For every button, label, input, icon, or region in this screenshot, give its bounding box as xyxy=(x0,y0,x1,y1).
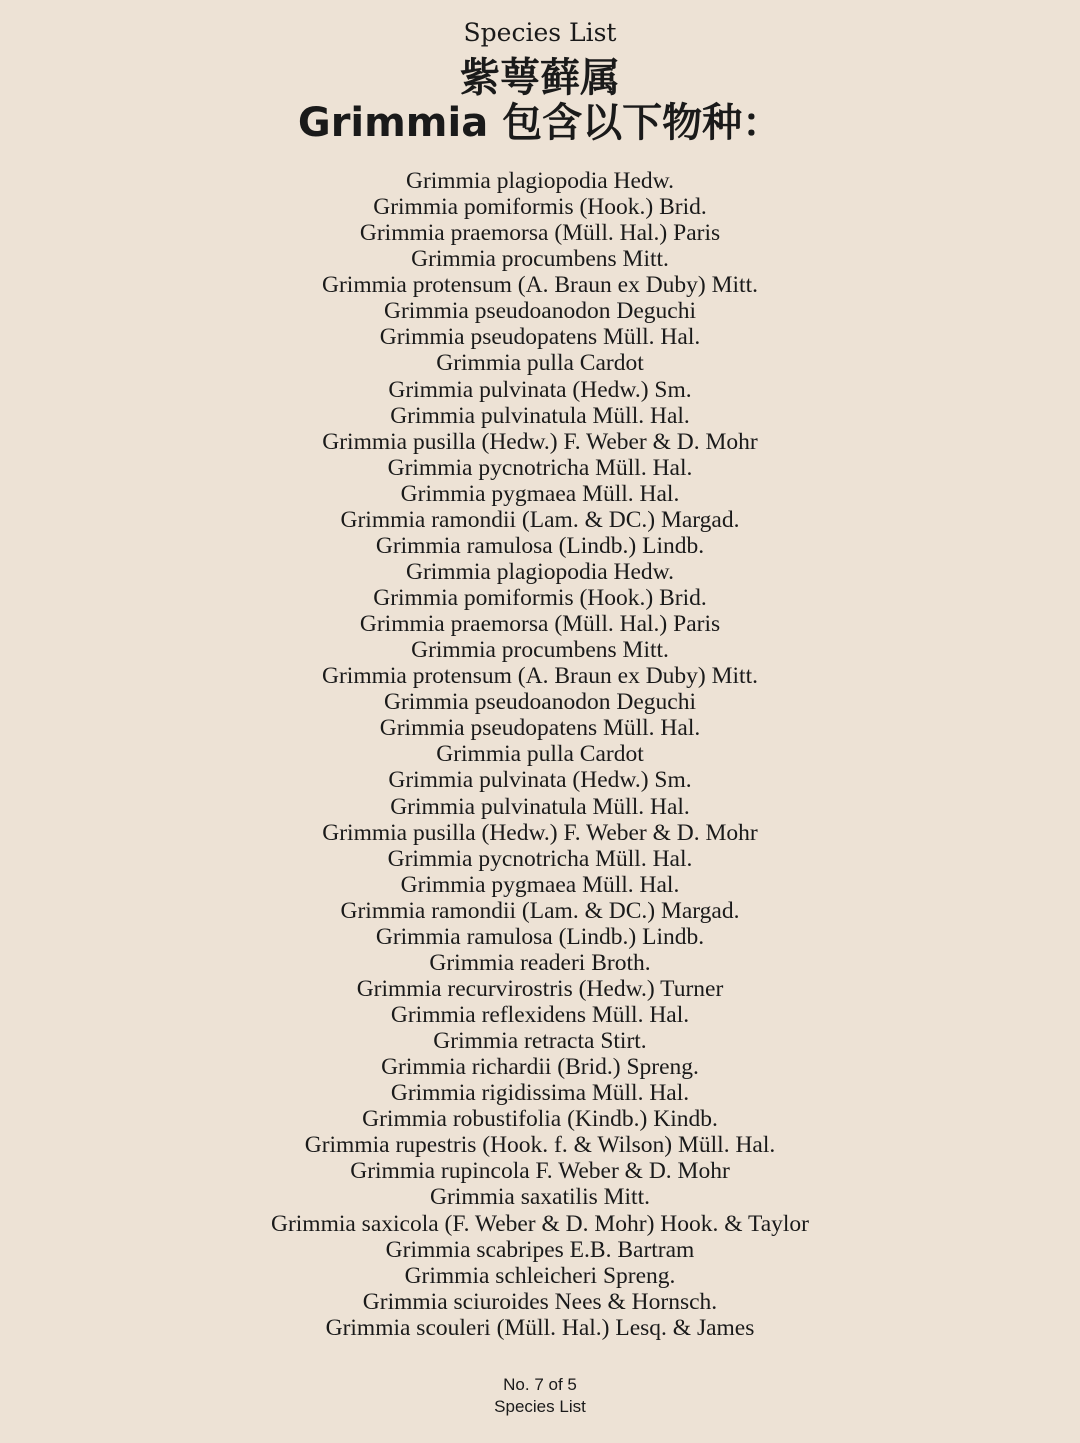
page-title-chinese: 紫萼藓属 xyxy=(460,55,620,101)
species-list-item: Grimmia scouleri (Müll. Hal.) Lesq. & James xyxy=(325,1314,755,1341)
species-list-item: Grimmia pycnotricha Müll. Hal. xyxy=(387,454,693,481)
species-list-item: Grimmia pycnotricha Müll. Hal. xyxy=(387,845,693,872)
species-list-item: Grimmia pulvinata (Hedw.) Sm. xyxy=(388,376,692,403)
species-list-item: Grimmia readeri Broth. xyxy=(429,949,651,976)
species-list-item: Grimmia pygmaea Müll. Hal. xyxy=(400,871,680,898)
species-list-item: Grimmia procumbens Mitt. xyxy=(411,246,669,273)
page-title-genus: Grimmia 包含以下物种： xyxy=(297,100,783,146)
species-list-item: Grimmia pulvinatula Müll. Hal. xyxy=(390,402,690,429)
species-list-item: Grimmia pseudopatens Müll. Hal. xyxy=(379,324,701,351)
species-list-item: Grimmia ramulosa (Lindb.) Lindb. xyxy=(375,923,705,950)
species-list-item: Grimmia robustifolia (Kindb.) Kindb. xyxy=(362,1106,718,1133)
species-list-item: Grimmia schleicheri Spreng. xyxy=(404,1262,676,1289)
species-list-item: Grimmia ramulosa (Lindb.) Lindb. xyxy=(375,532,705,559)
species-list-item: Grimmia plagiopodia Hedw. xyxy=(405,168,674,194)
species-list xyxy=(0,168,1080,1341)
species-list-item: Grimmia praemorsa (Müll. Hal.) Paris xyxy=(359,611,721,638)
species-list-item: Grimmia ramondii (Lam. & DC.) Margad. xyxy=(340,897,740,924)
species-list-item: Grimmia rigidissima Müll. Hal. xyxy=(390,1080,690,1107)
footer xyxy=(0,1374,1080,1418)
species-list-item: Grimmia sciuroides Nees & Hornsch. xyxy=(362,1288,718,1315)
species-list-item: Grimmia pseudoanodon Deguchi xyxy=(384,689,696,716)
species-list-item: Grimmia rupestris (Hook. f. & Wilson) Müll. Hal. xyxy=(304,1132,776,1159)
header-label: Species List xyxy=(463,18,617,47)
species-list-item: Grimmia pusilla (Hedw.) F. Weber & D. Mohr xyxy=(322,428,758,455)
species-list-item: Grimmia reflexidens Müll. Hal. xyxy=(390,1002,690,1028)
species-list-item: Grimmia procumbens Mitt. xyxy=(411,637,669,664)
species-list-item: Grimmia pulvinatula Müll. Hal. xyxy=(390,793,690,820)
species-list-item: Grimmia richardii (Brid.) Spreng. xyxy=(381,1054,699,1081)
species-list-item: Grimmia retracta Stirt. xyxy=(433,1028,647,1055)
species-list-item: Grimmia protensum (A. Braun ex Duby) Mitt. xyxy=(322,272,758,299)
species-list-item: Grimmia recurvirostris (Hedw.) Turner xyxy=(356,975,724,1002)
species-list-item: Grimmia scabripes E.B. Bartram xyxy=(385,1236,695,1263)
species-list-item: Grimmia saxicola (F. Weber & D. Mohr) Hook. & Taylor xyxy=(270,1210,810,1237)
species-list-item: Grimmia pulla Cardot xyxy=(436,741,644,768)
species-list-item: Grimmia praemorsa (Müll. Hal.) Paris xyxy=(359,220,721,247)
species-list-item: Grimmia pseudoanodon Deguchi xyxy=(384,298,696,325)
species-list-item: Grimmia pomiformis (Hook.) Brid. xyxy=(373,194,707,221)
species-list-item: Grimmia pulvinata (Hedw.) Sm. xyxy=(388,767,692,794)
species-list-item: Grimmia pulla Cardot xyxy=(436,350,644,377)
species-list-item: Grimmia protensum (A. Braun ex Duby) Mitt. xyxy=(322,663,758,690)
page-indicator: No. 7 of 5 xyxy=(503,1375,577,1394)
species-list-item: Grimmia saxatilis Mitt. xyxy=(430,1184,650,1211)
species-list-item: Grimmia pusilla (Hedw.) F. Weber & D. Mohr xyxy=(322,819,758,846)
species-list-item: Grimmia pseudopatens Müll. Hal. xyxy=(379,715,701,742)
species-list-item: Grimmia pomiformis (Hook.) Brid. xyxy=(373,585,707,611)
species-list-item: Grimmia pygmaea Müll. Hal. xyxy=(400,480,680,507)
footer-label: Species List xyxy=(494,1397,586,1416)
species-list-item: Grimmia ramondii (Lam. & DC.) Margad. xyxy=(340,506,740,533)
species-list-item: Grimmia plagiopodia Hedw. xyxy=(405,558,674,585)
species-list-item: Grimmia rupincola F. Weber & D. Mohr xyxy=(350,1158,730,1185)
